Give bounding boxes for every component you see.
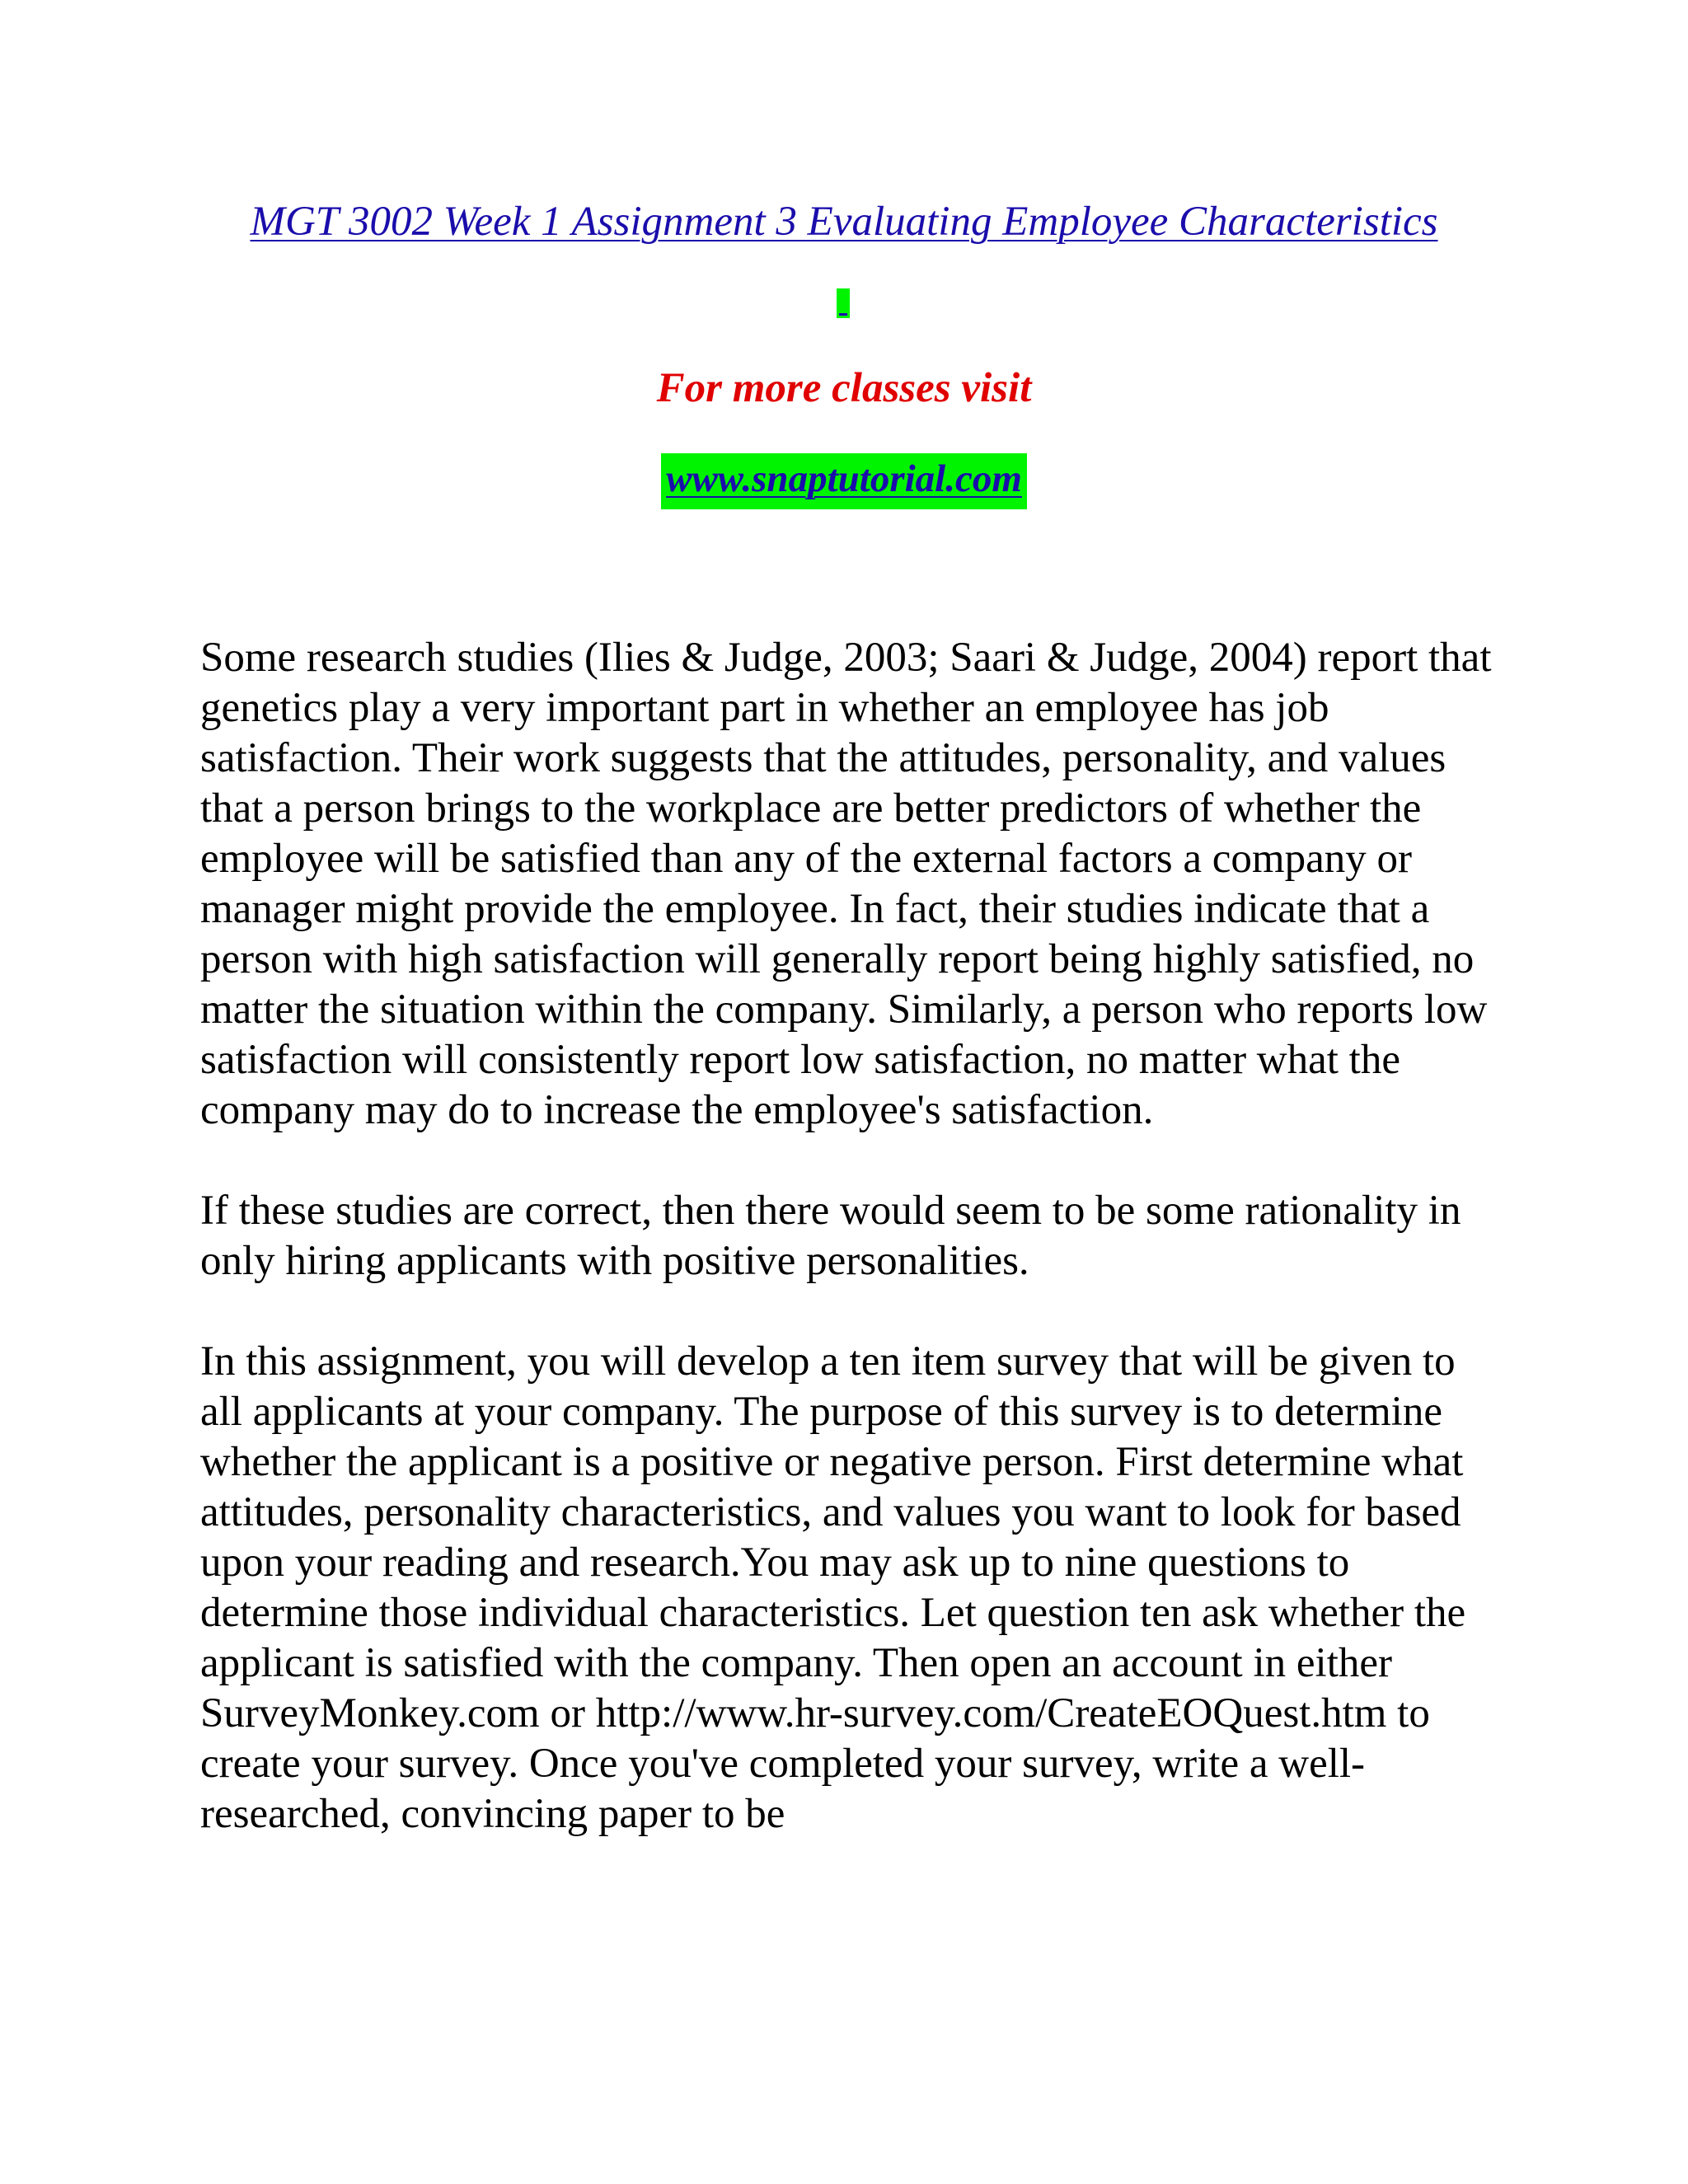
highlight-marker [837, 288, 850, 318]
site-link[interactable]: www.snaptutorial.com [666, 457, 1022, 500]
underscore-link-mark[interactable] [839, 313, 847, 316]
more-classes-text: For more classes visit [656, 365, 1032, 411]
paragraph-research: Some research studies (Ilies & Judge, 2003; Saari & Judge, 2004) report that genetics play a very important part in whether an employee has job satisfaction. Their work suggests that the attitudes, personality, and values that a person brings to the workplace are better predictors of whether the employee will be satisfied than any of the external factors a company or manager might provide the employee. In fact, their studies indicate that a person with high satisfaction will generally report being highly satisfied, no matter the situation within the company. Similarly, a person who reports low satisfaction will consistently report low satisfaction, no matter what the company may do to increase the employee's satisfaction. [200, 635, 1492, 1133]
site-link-container [0, 453, 1688, 509]
paragraph-rationality: If these studies are correct, then there would seem to be some rationality in only hiring applicants with positive personalities. [200, 1188, 1461, 1284]
title-link[interactable]: MGT 3002 Week 1 Assignment 3 Evaluating Employee Characteristics [250, 199, 1438, 245]
title-heading [0, 196, 1688, 247]
paragraph-assignment: In this assignment, you will develop a ten item survey that will be given to all applicants at your company. The purpose of this survey is to determine whether the applicant is a positive or negative person. First determine what attitudes, personality characteristics, and values you want to look for based upon your reading and research.You may ask up to nine questions to determine those individual characteristics. Let question ten ask whether the applicant is satisfied with the company. Then open an account in either SurveyMonkey.com or http://www.hr-survey.com/CreateEOQuest.htm to create your survey. Once you've completed your survey, write a well-researched, convincing paper to be [200, 1338, 1466, 1837]
body-text [200, 633, 1503, 1890]
site-highlight [661, 453, 1027, 509]
